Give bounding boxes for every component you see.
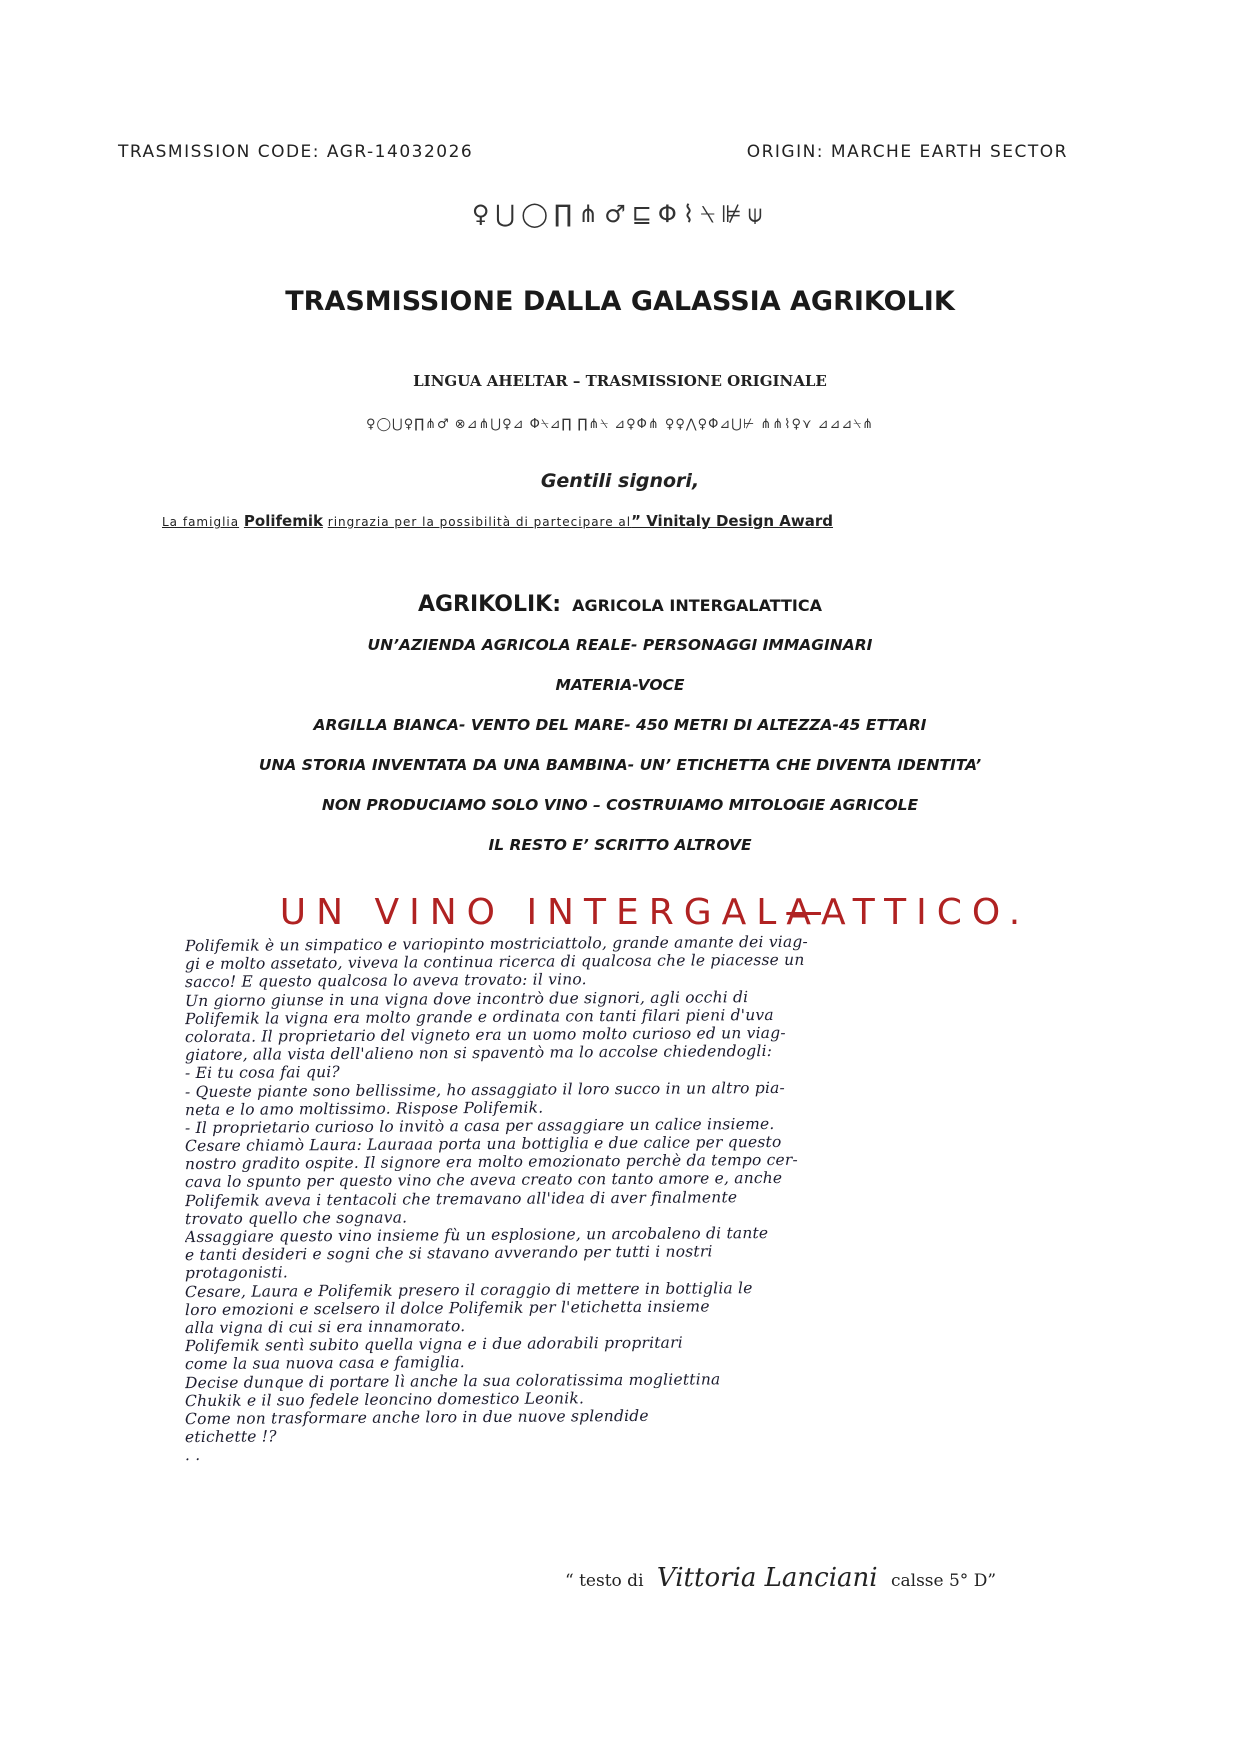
story-line: . .	[184, 1446, 201, 1465]
language-subtitle: LINGUA AHELTAR – TRASMISSIONE ORIGINALE	[413, 372, 827, 390]
handwritten-story	[185, 882, 1065, 1602]
tagline: NON PRODUCIAMO SOLO VINO – COSTRUIAMO MITOLOGIE AGRICOLE	[321, 796, 919, 814]
story-title-struck-letter: A	[786, 892, 821, 933]
story-line: Polifemik sentì subito quella vigna e i due adorabili propritari	[184, 1333, 683, 1356]
story-line: Polifemik è un simpatico e variopinto mostriciattolo, grande amante dei viag-	[184, 932, 808, 956]
story-title-part: UN VINO INTERGAL	[279, 892, 787, 933]
story-line: Un giorno giunse in una vigna dove incontrò due signori, agli occhi di	[184, 987, 749, 1010]
story-line: Come non trasformare anche loro in due nuove splendide	[184, 1406, 649, 1428]
story-title-part: ATTICO.	[820, 892, 1031, 933]
alien-glyph-transcription: ♀◯⋃♀∏⋔♂ ⊗⊿⋔⋃♀⊿ Φ⍀⊿∏ ∏⋔⍀ ⊿♀Φ⋔ ♀♀⋀♀Φ⊿⋃⊬ ⋔⋔⌇♀⋎ ⊿⊿⊿⍀⋔	[365, 417, 875, 432]
story-line: colorata. Il proprietario del vigneto era un uomo molto curioso ed un viag-	[184, 1023, 786, 1047]
story-line: e tanti desideri e sogni che si stavano avverando per tutti i nostri	[184, 1242, 713, 1265]
story-line: trovato quello che sognava.	[184, 1208, 408, 1228]
award-name: ” Vinitaly Design Award	[631, 512, 834, 530]
story-line: nostro gradito ospite. Il signore era molto emozionato perchè da tempo cer-	[184, 1151, 798, 1174]
story-line: protagonisti.	[184, 1263, 289, 1283]
story-line: loro emozioni e scelsero il dolce Polifemik per l'etichetta insieme	[184, 1297, 710, 1319]
story-title	[275, 892, 1035, 933]
tagline: MATERIA-VOCE	[555, 676, 685, 694]
document-title: TRASMISSIONE DALLA GALASSIA AGRIKOLIK	[285, 286, 955, 317]
story-line: Cesare chiamò Laura: Lauraaa porta una bottiglia e due calice per questo	[184, 1132, 782, 1156]
story-line: neta e lo amo moltissimo. Rispose Polifemik.	[184, 1098, 544, 1119]
story-line: - Queste piante sono bellissime, ho assaggiato il loro succo in un altro pia-	[184, 1078, 786, 1101]
story-line: giatore, alla vista dell'alieno non si spaventò ma lo accolse chiedendogli:	[184, 1042, 773, 1065]
story-line: Cesare, Laura e Polifemik presero il coraggio di mettere in bottiglia le	[184, 1278, 753, 1301]
transmission-code: TRASMISSION CODE: AGR-14032026	[118, 142, 474, 162]
thanks-middle: ringrazia per la possibilità di partecipare al	[327, 515, 632, 529]
story-line: come la sua nuova casa e famiglia.	[184, 1353, 465, 1374]
tagline: UNA STORIA INVENTATA DA UNA BAMBINA- UN’ ETICHETTA CHE DIVENTA IDENTITA’	[258, 756, 982, 774]
greeting: Gentili signori,	[540, 470, 700, 492]
tagline: ARGILLA BIANCA- VENTO DEL MARE- 450 METRI DI ALTEZZA-45 ETTARI	[313, 716, 927, 734]
story-line: Decise dunque di portare lì anche la sua coloratissima mogliettina	[184, 1369, 721, 1392]
story-line: alla vigna di cui si era innamorato.	[184, 1317, 466, 1338]
author-credit	[565, 1563, 996, 1593]
alien-glyph-line: ♀⋃◯∏⋔♂⊑Φ⌇⍀⊯⍦	[471, 200, 769, 228]
story-line: Polifemik la vigna era molto grande e ordinata con tanti filari pieni d'uva	[184, 1005, 774, 1028]
transmission-origin: ORIGIN: MARCHE EARTH SECTOR	[746, 142, 1068, 162]
author-signature: Vittoria Lanciani	[656, 1563, 878, 1593]
agrikolik-desc: AGRICOLA INTERGALATTICA	[572, 596, 823, 615]
tagline: IL RESTO E’ SCRITTO ALTROVE	[488, 836, 752, 854]
story-line: gi e molto assetato, viveva la continua ricerca di qualcosa che le piacesse un	[184, 950, 805, 974]
story-line: Polifemik aveva i tentacoli che tremavano all'idea di aver finalmente	[184, 1187, 738, 1210]
story-line: - Il proprietario curioso lo invitò a casa per assaggiare un calice insieme.	[184, 1114, 775, 1137]
thanks-prefix: La famiglia	[162, 515, 240, 529]
family-name: Polifemik	[243, 512, 323, 530]
story-line: - Ei tu cosa fai qui?	[184, 1063, 340, 1083]
story-line: Assaggiare questo vino insieme fù un esplosione, un arcobaleno di tante	[184, 1224, 769, 1247]
agrikolik-name: AGRIKOLIK:	[417, 592, 561, 617]
story-line: Chukik e il suo fedele leoncino domestico Leonik.	[184, 1388, 585, 1410]
story-lines	[184, 932, 1065, 1465]
thanks-line	[162, 512, 1082, 530]
agrikolik-heading	[0, 592, 1240, 617]
story-line: cava lo spunto per questo vino che aveva creato con tanto amore e, anche	[184, 1169, 783, 1192]
story-line: etichette !?	[184, 1427, 277, 1447]
credit-prefix: “ testo di	[565, 1571, 644, 1591]
credit-class: calsse 5° D”	[890, 1571, 997, 1591]
story-line: sacco! E questo qualcosa lo aveva trovato: il vino.	[184, 970, 587, 992]
tagline: UN’AZIENDA AGRICOLA REALE- PERSONAGGI IMMAGINARI	[367, 636, 873, 654]
